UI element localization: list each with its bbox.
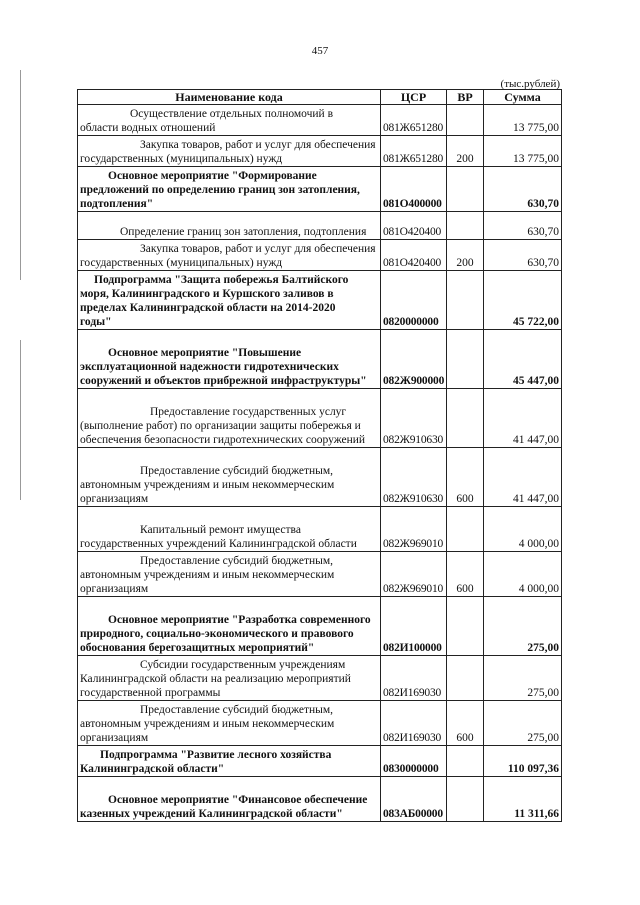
row-name-line: природного, социально-экономического и правового <box>80 628 354 640</box>
row-name-line: области водных отношений <box>80 122 216 134</box>
row-vr: 600 <box>447 448 484 507</box>
row-name-line: государственной программы <box>80 687 221 699</box>
budget-table <box>77 89 562 822</box>
table-row <box>78 389 562 448</box>
header-vr: ВР <box>447 90 484 105</box>
table-row <box>78 136 562 167</box>
row-name <box>78 777 381 822</box>
row-name <box>78 597 381 656</box>
table-row <box>78 656 562 701</box>
header-sum: Сумма <box>484 90 562 105</box>
row-name-line: организациям <box>80 732 149 744</box>
row-csr: 081О420400 <box>381 240 447 271</box>
row-vr: 200 <box>447 240 484 271</box>
row-sum: 11 311,66 <box>484 777 562 822</box>
row-name <box>78 701 381 746</box>
row-sum: 13 775,00 <box>484 136 562 167</box>
row-sum: 4 000,00 <box>484 507 562 552</box>
row-sum: 275,00 <box>484 597 562 656</box>
row-vr: 600 <box>447 552 484 597</box>
row-name-line: сооружений и объектов прибрежной инфраструктуры" <box>80 375 367 387</box>
row-name-line: Подпрограмма "Защита побережья Балтийского <box>94 274 349 286</box>
row-name <box>78 136 381 167</box>
row-name <box>78 105 381 136</box>
row-csr: 083АБ00000 <box>381 777 447 822</box>
table-row <box>78 448 562 507</box>
row-vr <box>447 105 484 136</box>
row-sum: 630,70 <box>484 167 562 212</box>
row-csr: 081О400000 <box>381 167 447 212</box>
table-row <box>78 105 562 136</box>
row-csr: 082И169030 <box>381 701 447 746</box>
row-name-line: Калининградской области" <box>80 763 225 775</box>
row-csr: 082И169030 <box>381 656 447 701</box>
row-name-line: Капитальный ремонт имущества <box>140 524 301 536</box>
row-name-line: Закупка товаров, работ и услуг для обеспечения <box>140 139 376 151</box>
row-name-line: организациям <box>80 583 149 595</box>
row-name-line: годы" <box>80 316 112 328</box>
units-label: (тыс.рублей) <box>500 78 560 90</box>
row-name-line: эксплуатационной надежности гидротехнических <box>80 361 339 373</box>
row-name-line: автономным учреждениям и иным некоммерческим <box>80 569 335 581</box>
table-row <box>78 271 562 330</box>
row-sum: 41 447,00 <box>484 389 562 448</box>
row-csr: 082И100000 <box>381 597 447 656</box>
row-sum: 110 097,36 <box>484 746 562 777</box>
row-name-line: Основное мероприятие "Повышение <box>108 347 302 359</box>
row-name-line: Закупка товаров, работ и услуг для обеспечения <box>140 243 376 255</box>
row-csr: 082Ж969010 <box>381 552 447 597</box>
table-body <box>78 105 562 822</box>
row-name <box>78 240 381 271</box>
row-name-line: моря, Калининградского и Куршского заливов в <box>80 288 334 300</box>
row-name-line: казенных учреждений Калининградской области" <box>80 808 343 820</box>
table-row <box>78 552 562 597</box>
row-name-line: автономным учреждениям и иным некоммерческим <box>80 718 335 730</box>
row-csr: 0820000000 <box>381 271 447 330</box>
table-row <box>78 240 562 271</box>
row-sum: 41 447,00 <box>484 448 562 507</box>
table-row <box>78 746 562 777</box>
row-sum: 4 000,00 <box>484 552 562 597</box>
row-name <box>78 552 381 597</box>
row-name-line: государственных (муниципальных) нужд <box>80 153 283 165</box>
row-sum: 45 722,00 <box>484 271 562 330</box>
row-csr: 0830000000 <box>381 746 447 777</box>
table-header-row <box>78 90 562 105</box>
row-name-line: Основное мероприятие "Разработка современного <box>108 614 371 626</box>
row-sum: 275,00 <box>484 701 562 746</box>
row-name-line: (выполнение работ) по организации защиты побережья и <box>80 420 361 432</box>
row-vr <box>447 507 484 552</box>
row-name-line: государственных учреждений Калининградской области <box>80 538 357 550</box>
row-name-line: Калининградской области на реализацию мероприятий <box>80 673 351 685</box>
row-csr: 081Ж651280 <box>381 136 447 167</box>
row-vr <box>447 271 484 330</box>
row-csr: 081Ж651280 <box>381 105 447 136</box>
row-name-line: предложений по определению границ зон затопления, <box>80 184 360 196</box>
row-sum: 630,70 <box>484 212 562 240</box>
table-row <box>78 507 562 552</box>
row-name-line: Осуществление отдельных полномочий в <box>130 108 334 120</box>
page-number: 457 <box>311 45 329 57</box>
row-sum: 275,00 <box>484 656 562 701</box>
table-row <box>78 597 562 656</box>
row-vr <box>447 597 484 656</box>
table-row <box>78 701 562 746</box>
row-vr: 600 <box>447 701 484 746</box>
row-name-line: обеспечения безопасности гидротехнических сооружений <box>80 434 366 446</box>
row-name <box>78 656 381 701</box>
row-name-line: Подпрограмма "Развитие лесного хозяйства <box>100 749 332 761</box>
row-name-line: обоснования берегозащитных мероприятий" <box>80 642 315 654</box>
row-name-line: Предоставление государственных услуг <box>150 406 347 418</box>
row-name-line: Предоставление субсидий бюджетным, <box>140 704 334 716</box>
row-name-line: Субсидии государственным учреждениям <box>140 659 346 671</box>
row-csr: 082Ж910630 <box>381 448 447 507</box>
table-row <box>78 212 562 240</box>
row-name <box>78 212 381 240</box>
table-row <box>78 330 562 389</box>
row-name <box>78 167 381 212</box>
row-name <box>78 271 381 330</box>
table-row <box>78 777 562 822</box>
row-csr: 082Ж900000 <box>381 330 447 389</box>
row-name-line: Основное мероприятие "Формирование <box>108 170 317 182</box>
row-name-line: автономным учреждениям и иным некоммерческим <box>80 479 335 491</box>
row-name-line: Предоставление субсидий бюджетным, <box>140 465 334 477</box>
row-name-line: Определение границ зон затопления, подтопления <box>120 226 367 238</box>
row-name <box>78 746 381 777</box>
row-name-line: Основное мероприятие "Финансовое обеспечение <box>108 794 368 806</box>
row-name-line: пределах Калининградской области на 2014-2020 <box>80 302 336 314</box>
row-vr <box>447 212 484 240</box>
row-name-line: государственных (муниципальных) нужд <box>80 257 283 269</box>
row-sum: 13 775,00 <box>484 105 562 136</box>
row-vr <box>447 777 484 822</box>
row-vr <box>447 746 484 777</box>
row-vr <box>447 167 484 212</box>
row-name-line: организациям <box>80 493 149 505</box>
row-name <box>78 330 381 389</box>
row-name <box>78 389 381 448</box>
row-sum: 630,70 <box>484 240 562 271</box>
scan-edge-mark <box>20 340 21 500</box>
row-vr <box>447 656 484 701</box>
row-vr <box>447 330 484 389</box>
row-csr: 081О420400 <box>381 212 447 240</box>
header-csr: ЦСР <box>381 90 447 105</box>
row-csr: 082Ж969010 <box>381 507 447 552</box>
row-vr <box>447 389 484 448</box>
scan-edge-mark <box>20 70 21 280</box>
row-vr: 200 <box>447 136 484 167</box>
row-name <box>78 448 381 507</box>
row-csr: 082Ж910630 <box>381 389 447 448</box>
row-name <box>78 507 381 552</box>
row-sum: 45 447,00 <box>484 330 562 389</box>
row-name-line: подтопления" <box>80 198 154 210</box>
row-name-line: Предоставление субсидий бюджетным, <box>140 555 334 567</box>
header-name: Наименование кода <box>78 90 381 105</box>
table-row <box>78 167 562 212</box>
